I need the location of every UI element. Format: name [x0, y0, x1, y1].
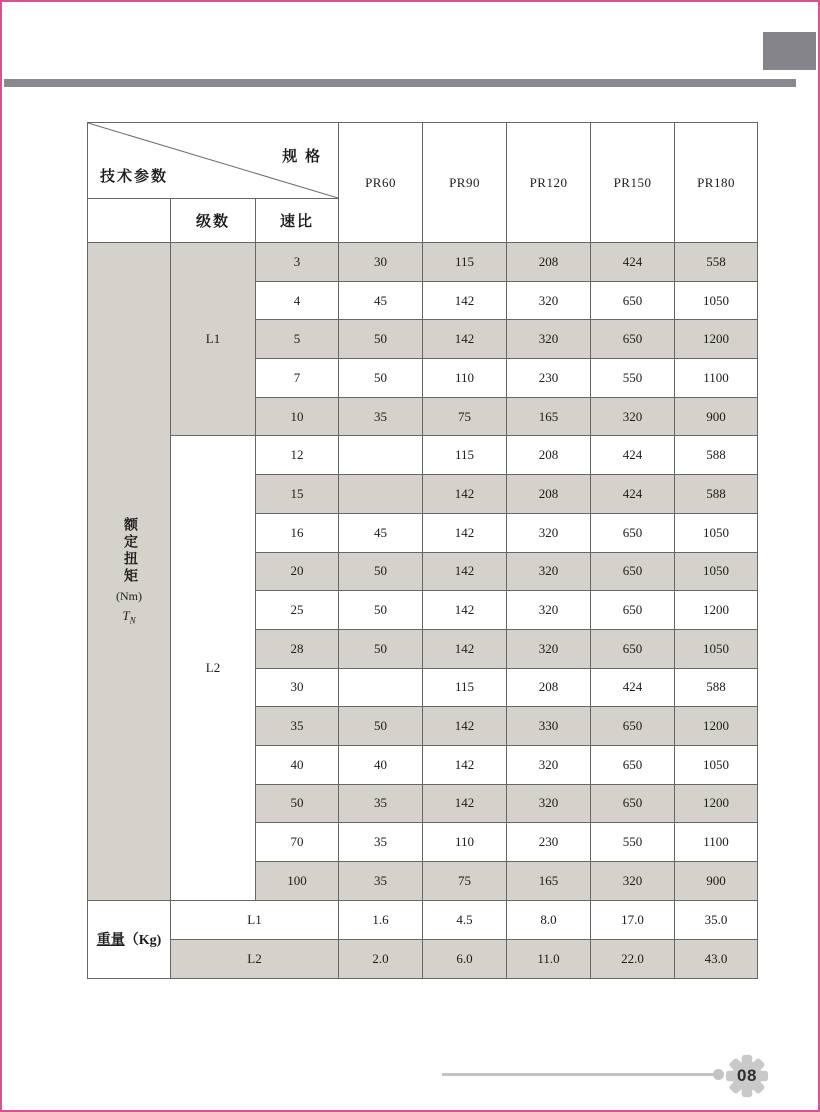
value-cell: 320 — [591, 397, 675, 436]
value-cell: 1200 — [675, 320, 758, 359]
value-cell: 1050 — [675, 552, 758, 591]
value-cell: 17.0 — [591, 900, 675, 939]
value-cell: 1200 — [675, 784, 758, 823]
value-cell: 320 — [507, 629, 591, 668]
torque-symbol — [122, 608, 135, 626]
value-cell: 50 — [339, 552, 423, 591]
ratio-cell: 100 — [256, 862, 339, 901]
model-header-pr180: PR180 — [675, 123, 758, 243]
weight-unit-label: （Kg) — [124, 933, 162, 949]
torque-unit: (Nm) — [116, 589, 142, 604]
ratio-cell: 15 — [256, 475, 339, 514]
ratio-cell: 50 — [256, 784, 339, 823]
value-cell: 110 — [423, 823, 507, 862]
value-cell: 900 — [675, 397, 758, 436]
value-cell: 6.0 — [423, 939, 507, 978]
ratio-header: 速比 — [256, 199, 339, 243]
value-cell: 115 — [423, 243, 507, 282]
value-cell: 142 — [423, 552, 507, 591]
value-cell: 208 — [507, 668, 591, 707]
value-cell: 4.5 — [423, 900, 507, 939]
value-cell: 35 — [339, 862, 423, 901]
value-cell: 650 — [591, 745, 675, 784]
footer-rule — [442, 1073, 714, 1076]
footer-dot — [713, 1069, 724, 1080]
value-cell: 1050 — [675, 629, 758, 668]
model-header-pr120: PR120 — [507, 123, 591, 243]
weight-row-l1 — [88, 900, 758, 939]
value-cell: 115 — [423, 668, 507, 707]
value-cell: 208 — [507, 436, 591, 475]
value-cell: 50 — [339, 320, 423, 359]
value-cell — [339, 436, 423, 475]
value-cell: 424 — [591, 475, 675, 514]
value-cell: 75 — [423, 397, 507, 436]
torque-vertical-text: 额定扭矩 — [122, 517, 137, 586]
value-cell: 142 — [423, 784, 507, 823]
value-cell: 550 — [591, 359, 675, 398]
param-label: 技术参数 — [100, 169, 169, 185]
value-cell: 142 — [423, 320, 507, 359]
value-cell: 50 — [339, 359, 423, 398]
value-cell: 650 — [591, 784, 675, 823]
value-cell: 1050 — [675, 281, 758, 320]
value-cell: 2.0 — [339, 939, 423, 978]
torque-label — [88, 517, 170, 626]
value-cell: 35 — [339, 784, 423, 823]
spec-table — [87, 122, 758, 979]
ratio-cell: 70 — [256, 823, 339, 862]
ratio-cell: 3 — [256, 243, 339, 282]
header-row-models — [88, 123, 758, 199]
value-cell: 588 — [675, 475, 758, 514]
model-header-pr90: PR90 — [423, 123, 507, 243]
value-cell: 142 — [423, 513, 507, 552]
value-cell: 424 — [591, 436, 675, 475]
ratio-cell: 40 — [256, 745, 339, 784]
value-cell: 550 — [591, 823, 675, 862]
value-cell: 115 — [423, 436, 507, 475]
value-cell: 208 — [507, 475, 591, 514]
value-cell: 588 — [675, 436, 758, 475]
stage-l1-cell: L1 — [171, 243, 256, 436]
weight-stage-cell: L2 — [171, 939, 339, 978]
value-cell — [339, 668, 423, 707]
value-cell: 165 — [507, 397, 591, 436]
value-cell: 320 — [507, 513, 591, 552]
model-header-pr60: PR60 — [339, 123, 423, 243]
value-cell: 1100 — [675, 359, 758, 398]
stage-l2-cell: L2 — [171, 436, 256, 900]
value-cell: 11.0 — [507, 939, 591, 978]
ratio-cell: 4 — [256, 281, 339, 320]
value-cell: 1200 — [675, 707, 758, 746]
value-cell: 30 — [339, 243, 423, 282]
value-cell: 1050 — [675, 745, 758, 784]
ratio-cell: 28 — [256, 629, 339, 668]
value-cell: 650 — [591, 281, 675, 320]
value-cell: 142 — [423, 591, 507, 630]
ratio-cell: 5 — [256, 320, 339, 359]
value-cell: 230 — [507, 359, 591, 398]
value-cell: 650 — [591, 591, 675, 630]
spec-label: 规 格 — [282, 149, 323, 165]
weight-label: 重量 — [96, 933, 125, 949]
top-right-gray-block — [763, 32, 816, 70]
value-cell: 320 — [507, 784, 591, 823]
ratio-cell: 35 — [256, 707, 339, 746]
torque-symbol-sub: N — [129, 615, 136, 626]
ratio-cell: 12 — [256, 436, 339, 475]
ratio-cell: 7 — [256, 359, 339, 398]
weight-row-l2 — [88, 939, 758, 978]
value-cell: 230 — [507, 823, 591, 862]
value-cell: 142 — [423, 745, 507, 784]
value-cell: 35.0 — [675, 900, 758, 939]
table-row — [88, 243, 758, 282]
header-gray-bar — [4, 79, 796, 87]
value-cell: 320 — [507, 745, 591, 784]
page-number-gear — [724, 1053, 770, 1099]
ratio-cell: 25 — [256, 591, 339, 630]
value-cell: 35 — [339, 823, 423, 862]
value-cell: 650 — [591, 513, 675, 552]
value-cell: 8.0 — [507, 900, 591, 939]
value-cell: 1.6 — [339, 900, 423, 939]
value-cell: 424 — [591, 243, 675, 282]
weight-label-cell — [88, 900, 171, 978]
value-cell: 142 — [423, 629, 507, 668]
value-cell: 650 — [591, 707, 675, 746]
ratio-cell: 10 — [256, 397, 339, 436]
value-cell: 1100 — [675, 823, 758, 862]
value-cell: 330 — [507, 707, 591, 746]
value-cell: 142 — [423, 281, 507, 320]
value-cell: 424 — [591, 668, 675, 707]
value-cell — [339, 475, 423, 514]
value-cell: 320 — [507, 281, 591, 320]
value-cell: 208 — [507, 243, 591, 282]
table-row — [88, 436, 758, 475]
page-number: 08 — [737, 1066, 757, 1085]
value-cell: 320 — [591, 862, 675, 901]
value-cell: 142 — [423, 707, 507, 746]
value-cell: 110 — [423, 359, 507, 398]
value-cell: 75 — [423, 862, 507, 901]
torque-symbol-t: T — [122, 608, 130, 624]
value-cell: 50 — [339, 629, 423, 668]
value-cell: 588 — [675, 668, 758, 707]
ratio-cell: 30 — [256, 668, 339, 707]
ratio-cell: 20 — [256, 552, 339, 591]
value-cell: 45 — [339, 281, 423, 320]
diagonal-header-cell — [88, 123, 339, 199]
ratio-cell: 16 — [256, 513, 339, 552]
value-cell: 35 — [339, 397, 423, 436]
value-cell: 1200 — [675, 591, 758, 630]
value-cell: 558 — [675, 243, 758, 282]
value-cell: 650 — [591, 320, 675, 359]
value-cell: 142 — [423, 475, 507, 514]
stage-header: 级数 — [171, 199, 256, 243]
empty-header-cell — [88, 199, 171, 243]
value-cell: 165 — [507, 862, 591, 901]
value-cell: 320 — [507, 320, 591, 359]
value-cell: 320 — [507, 552, 591, 591]
value-cell: 900 — [675, 862, 758, 901]
value-cell: 650 — [591, 629, 675, 668]
value-cell: 50 — [339, 591, 423, 630]
value-cell: 650 — [591, 552, 675, 591]
value-cell: 50 — [339, 707, 423, 746]
value-cell: 43.0 — [675, 939, 758, 978]
value-cell: 320 — [507, 591, 591, 630]
value-cell: 45 — [339, 513, 423, 552]
value-cell: 1050 — [675, 513, 758, 552]
weight-stage-cell: L1 — [171, 900, 339, 939]
torque-label-cell — [88, 243, 171, 901]
value-cell: 22.0 — [591, 939, 675, 978]
model-header-pr150: PR150 — [591, 123, 675, 243]
value-cell: 40 — [339, 745, 423, 784]
